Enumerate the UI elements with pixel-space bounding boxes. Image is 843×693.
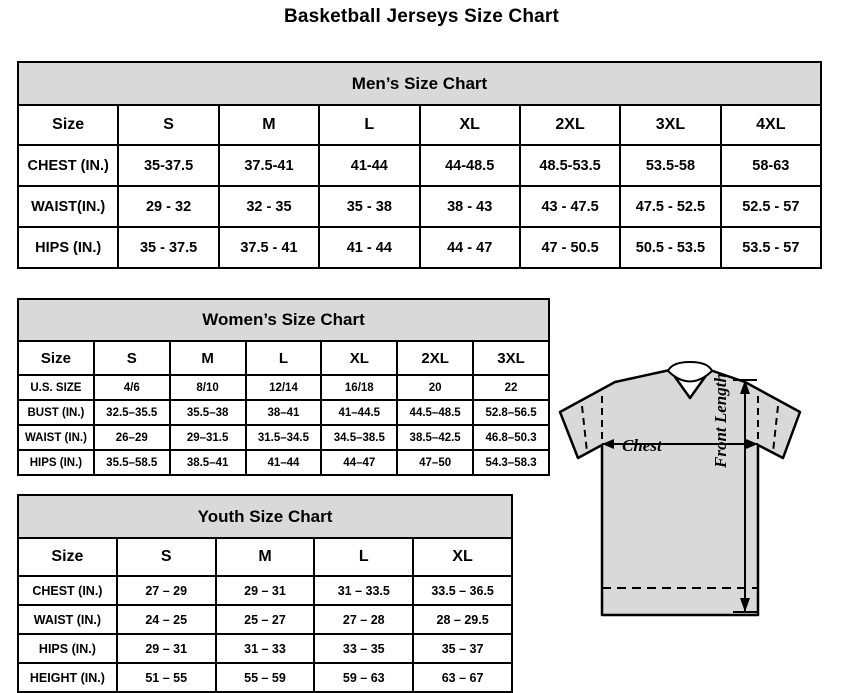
row-label-waist: WAIST (IN.) xyxy=(18,605,117,634)
front-length-dimension-label: Front Length xyxy=(711,373,730,468)
cell-ussize-2xl: 20 xyxy=(397,375,473,400)
row-label-bust: BUST (IN.) xyxy=(18,400,94,425)
cell-waist-xl: 34.5–38.5 xyxy=(321,425,397,450)
cell-bust-2xl: 44.5–48.5 xyxy=(397,400,473,425)
cell-height-s: 51 – 55 xyxy=(117,663,216,692)
col-header-s: S xyxy=(94,341,170,375)
womens-chart-caption: Women’s Size Chart xyxy=(18,299,549,341)
cell-hips-xl: 44–47 xyxy=(321,450,397,475)
cell-bust-xl: 41–44.5 xyxy=(321,400,397,425)
table-row xyxy=(18,227,821,268)
table-caption-row xyxy=(18,62,821,105)
row-label-us-size: U.S. SIZE xyxy=(18,375,94,400)
cell-hips-xl: 44 - 47 xyxy=(420,227,520,268)
page-title: Basketball Jerseys Size Chart xyxy=(283,6,560,27)
cell-hips-3xl: 50.5 - 53.5 xyxy=(620,227,720,268)
youth-size-chart-table xyxy=(17,494,513,693)
col-header-l: L xyxy=(319,105,419,145)
cell-hips-m: 37.5 - 41 xyxy=(219,227,319,268)
cell-waist-4xl: 52.5 - 57 xyxy=(721,186,821,227)
table-row xyxy=(18,375,549,400)
row-label-waist: WAIST (IN.) xyxy=(18,425,94,450)
cell-waist-l: 31.5–34.5 xyxy=(246,425,322,450)
row-label-height: HEIGHT (IN.) xyxy=(18,663,117,692)
chest-dimension-label: Chest xyxy=(622,436,662,455)
youth-chart-caption: Youth Size Chart xyxy=(18,495,512,538)
cell-hips-2xl: 47 - 50.5 xyxy=(520,227,620,268)
cell-waist-2xl: 43 - 47.5 xyxy=(520,186,620,227)
cell-height-m: 55 – 59 xyxy=(216,663,315,692)
cell-hips-m: 38.5–41 xyxy=(170,450,246,475)
cell-ussize-xl: 16/18 xyxy=(321,375,397,400)
col-header-4xl: 4XL xyxy=(721,105,821,145)
cell-waist-m: 29–31.5 xyxy=(170,425,246,450)
cell-chest-3xl: 53.5-58 xyxy=(620,145,720,186)
col-header-2xl: 2XL xyxy=(397,341,473,375)
cell-chest-m: 37.5-41 xyxy=(219,145,319,186)
cell-chest-m: 29 – 31 xyxy=(216,576,315,605)
cell-hips-m: 31 – 33 xyxy=(216,634,315,663)
cell-chest-l: 41-44 xyxy=(319,145,419,186)
cell-hips-xl: 35 – 37 xyxy=(413,634,512,663)
col-header-m: M xyxy=(216,538,315,576)
row-label-chest: CHEST (IN.) xyxy=(18,145,118,186)
table-row xyxy=(18,634,512,663)
cell-ussize-s: 4/6 xyxy=(94,375,170,400)
table-row xyxy=(18,400,549,425)
cell-hips-l: 41 - 44 xyxy=(319,227,419,268)
cell-ussize-l: 12/14 xyxy=(246,375,322,400)
cell-height-xl: 63 – 67 xyxy=(413,663,512,692)
row-label-hips: HIPS (IN.) xyxy=(18,227,118,268)
col-header-3xl: 3XL xyxy=(473,341,549,375)
cell-bust-l: 38–41 xyxy=(246,400,322,425)
cell-hips-4xl: 53.5 - 57 xyxy=(721,227,821,268)
mens-size-chart-table xyxy=(17,61,822,269)
cell-waist-m: 25 – 27 xyxy=(216,605,315,634)
table-header-row xyxy=(18,341,549,375)
cell-ussize-3xl: 22 xyxy=(473,375,549,400)
cell-bust-s: 32.5–35.5 xyxy=(94,400,170,425)
cell-hips-s: 35.5–58.5 xyxy=(94,450,170,475)
shirt-outline xyxy=(560,370,800,615)
cell-hips-l: 33 – 35 xyxy=(314,634,413,663)
cell-chest-s: 27 – 29 xyxy=(117,576,216,605)
row-label-hips: HIPS (IN.) xyxy=(18,634,117,663)
col-header-l: L xyxy=(246,341,322,375)
cell-waist-m: 32 - 35 xyxy=(219,186,319,227)
cell-waist-3xl: 46.8–50.3 xyxy=(473,425,549,450)
col-header-s: S xyxy=(118,105,218,145)
col-header-size: Size xyxy=(18,105,118,145)
col-header-m: M xyxy=(170,341,246,375)
womens-size-chart-table xyxy=(17,298,550,476)
col-header-m: M xyxy=(219,105,319,145)
jersey-measurement-diagram xyxy=(540,340,840,670)
cell-hips-2xl: 47–50 xyxy=(397,450,473,475)
cell-hips-s: 35 - 37.5 xyxy=(118,227,218,268)
cell-chest-xl: 44-48.5 xyxy=(420,145,520,186)
cell-chest-l: 31 – 33.5 xyxy=(314,576,413,605)
cell-hips-3xl: 54.3–58.3 xyxy=(473,450,549,475)
cell-chest-2xl: 48.5-53.5 xyxy=(520,145,620,186)
cell-height-l: 59 – 63 xyxy=(314,663,413,692)
col-header-xl: XL xyxy=(420,105,520,145)
cell-waist-s: 26–29 xyxy=(94,425,170,450)
row-label-hips: HIPS (IN.) xyxy=(18,450,94,475)
cell-waist-xl: 38 - 43 xyxy=(420,186,520,227)
cell-hips-s: 29 – 31 xyxy=(117,634,216,663)
table-row xyxy=(18,605,512,634)
cell-waist-2xl: 38.5–42.5 xyxy=(397,425,473,450)
cell-waist-s: 24 – 25 xyxy=(117,605,216,634)
col-header-s: S xyxy=(117,538,216,576)
cell-waist-xl: 28 – 29.5 xyxy=(413,605,512,634)
table-row xyxy=(18,663,512,692)
col-header-size: Size xyxy=(18,341,94,375)
table-caption-row xyxy=(18,299,549,341)
cell-waist-l: 27 – 28 xyxy=(314,605,413,634)
table-row xyxy=(18,145,821,186)
col-header-size: Size xyxy=(18,538,117,576)
table-row xyxy=(18,450,549,475)
cell-chest-4xl: 58-63 xyxy=(721,145,821,186)
cell-waist-s: 29 - 32 xyxy=(118,186,218,227)
table-row xyxy=(18,425,549,450)
table-header-row xyxy=(18,105,821,145)
col-header-2xl: 2XL xyxy=(520,105,620,145)
table-caption-row xyxy=(18,495,512,538)
col-header-3xl: 3XL xyxy=(620,105,720,145)
cell-waist-l: 35 - 38 xyxy=(319,186,419,227)
cell-hips-l: 41–44 xyxy=(246,450,322,475)
cell-bust-3xl: 52.8–56.5 xyxy=(473,400,549,425)
table-header-row xyxy=(18,538,512,576)
cell-ussize-m: 8/10 xyxy=(170,375,246,400)
jersey-shirt-icon xyxy=(540,340,840,670)
cell-bust-m: 35.5–38 xyxy=(170,400,246,425)
mens-chart-caption: Men’s Size Chart xyxy=(18,62,821,105)
col-header-xl: XL xyxy=(413,538,512,576)
row-label-waist: WAIST(IN.) xyxy=(18,186,118,227)
cell-waist-3xl: 47.5 - 52.5 xyxy=(620,186,720,227)
table-row xyxy=(18,186,821,227)
row-label-chest: CHEST (IN.) xyxy=(18,576,117,605)
table-row xyxy=(18,576,512,605)
cell-chest-s: 35-37.5 xyxy=(118,145,218,186)
col-header-l: L xyxy=(314,538,413,576)
col-header-xl: XL xyxy=(321,341,397,375)
cell-chest-xl: 33.5 – 36.5 xyxy=(413,576,512,605)
